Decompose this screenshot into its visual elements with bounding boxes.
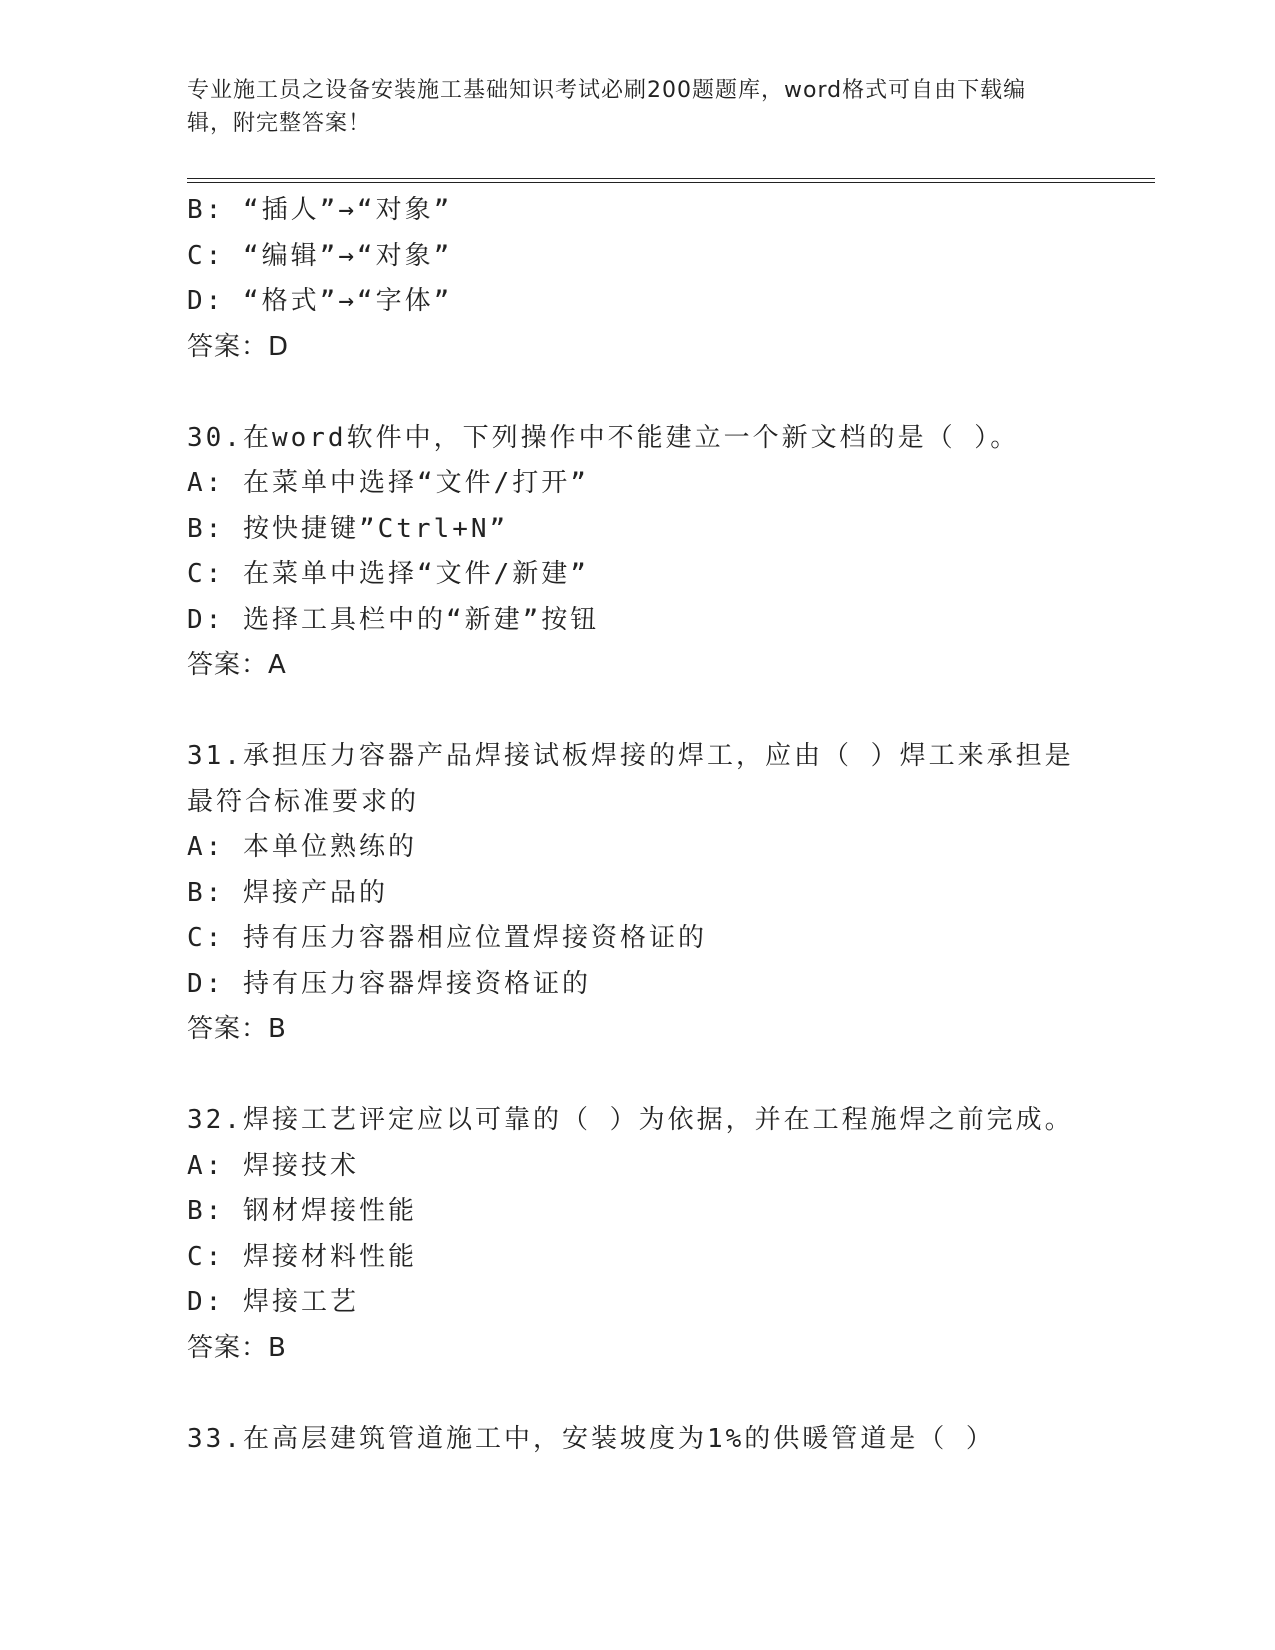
- header-divider: [187, 178, 1155, 183]
- option-d: D: 持有压力容器焊接资格证的: [187, 968, 591, 999]
- option-b: B: “插人”→“对象”: [187, 195, 453, 225]
- answer: 答案：B: [187, 1014, 287, 1044]
- option-b: B: 焊接产品的: [187, 877, 388, 908]
- spacer: [187, 1053, 1147, 1099]
- document-header: 专业施工员之设备安装施工基础知识考试必刷200题题库，word格式可自由下载编辑，附完整答案！: [187, 78, 1027, 136]
- option-d: D: 焊接工艺: [187, 1287, 359, 1317]
- option-b: B: 钢材焊接性能: [187, 1196, 417, 1226]
- answer: 答案：B: [187, 1332, 287, 1363]
- spacer: [187, 370, 1147, 416]
- option-a: A: 在菜单中选择“文件/打开”: [187, 468, 589, 498]
- option-c: C: 在菜单中选择“文件/新建”: [187, 559, 589, 589]
- option-a: A: 本单位熟练的: [187, 832, 417, 862]
- question-32: [187, 1098, 1147, 1371]
- question-list: [187, 188, 1147, 1462]
- question-text: 33.在高层建筑管道施工中，安装坡度为1%的供暖管道是（ ）: [187, 1423, 995, 1454]
- question-text: 31.承担压力容器产品焊接试板焊接的焊工，应由（ ）焊工来承担是: [187, 741, 1074, 771]
- question-33: [187, 1417, 1147, 1463]
- option-c: C: “编辑”→“对象”: [187, 240, 453, 271]
- option-c: C: 焊接材料性能: [187, 1241, 417, 1272]
- answer: 答案：D: [187, 331, 290, 362]
- spacer: [187, 1371, 1147, 1417]
- question-31: [187, 734, 1147, 1053]
- question-30: [187, 416, 1147, 689]
- option-a: A: 焊接技术: [187, 1150, 359, 1181]
- option-b: B: 按快捷键”Ctrl+N”: [187, 513, 509, 544]
- question-text: 30.在word软件中，下列操作中不能建立一个新文档的是（ ）。: [187, 422, 1020, 453]
- answer: 答案：A: [187, 650, 287, 680]
- question-text: 32.焊接工艺评定应以可靠的（ ）为依据，并在工程施焊之前完成。: [187, 1105, 1074, 1135]
- option-d: D: “格式”→“字体”: [187, 286, 453, 316]
- question-29: [187, 188, 1147, 370]
- spacer: [187, 689, 1147, 735]
- option-d: D: 选择工具栏中的“新建”按钮: [187, 604, 600, 635]
- option-c: C: 持有压力容器相应位置焊接资格证的: [187, 923, 707, 953]
- question-text-continued: 最符合标准要求的: [187, 786, 420, 817]
